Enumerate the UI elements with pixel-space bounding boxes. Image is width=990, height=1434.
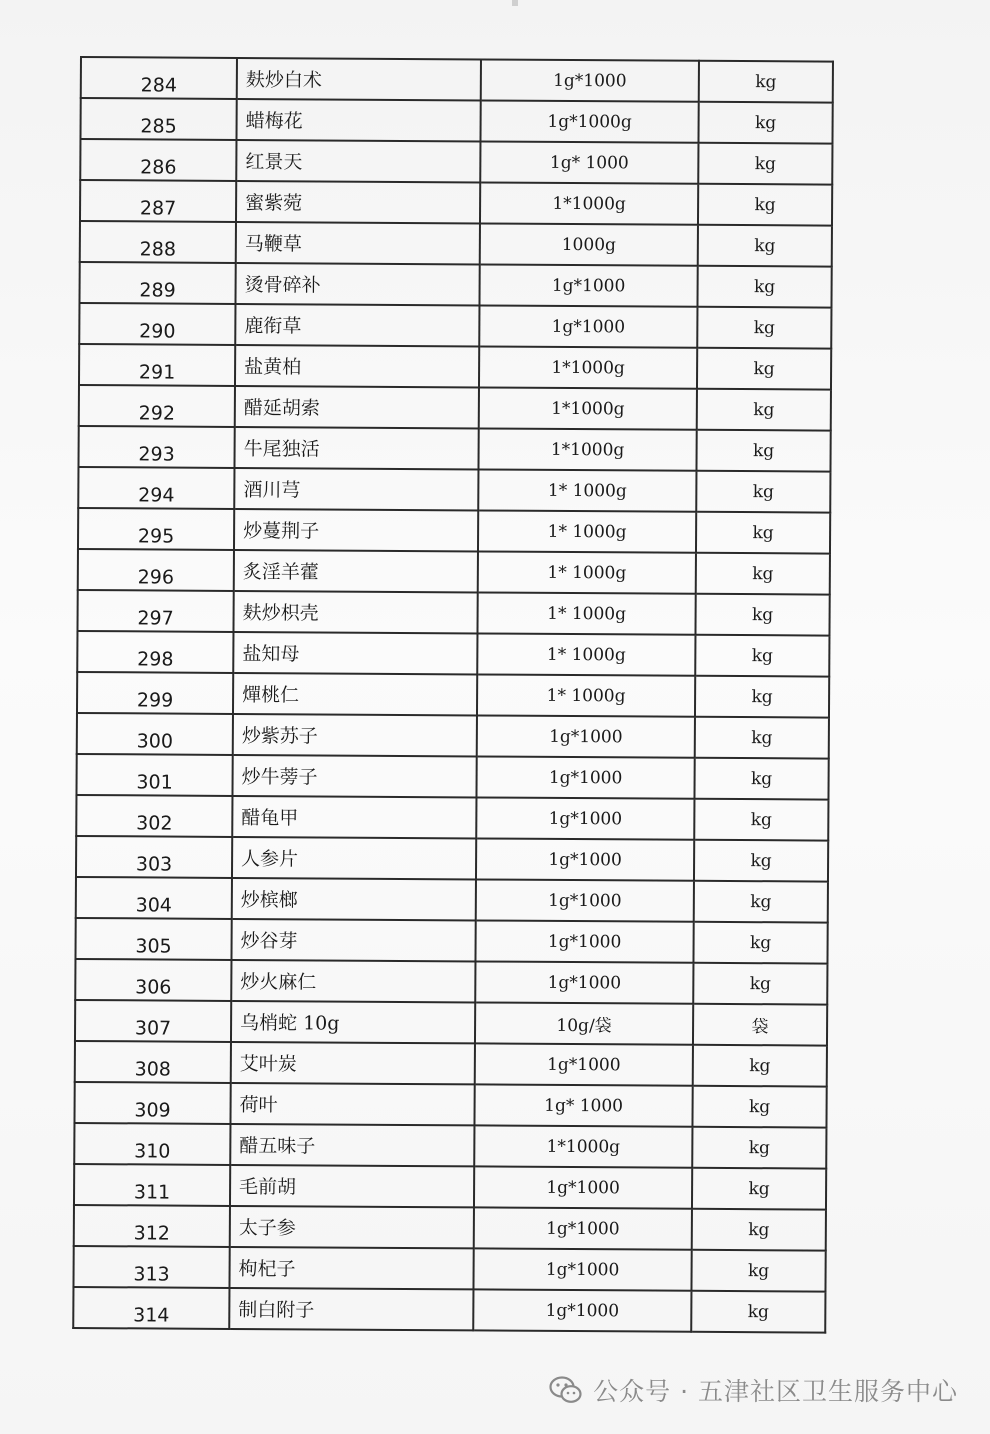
drug-unit: kg [696,430,830,472]
drug-spec: 1g*1000 [481,59,699,101]
table-row [79,344,831,390]
drug-spec: 1g*1000 [479,305,697,347]
drug-unit: kg [698,102,832,144]
table-row [80,180,832,226]
table-row [80,221,832,267]
row-number: 289 [79,262,235,304]
table-row [79,262,831,308]
drug-unit: kg [695,594,829,636]
drug-spec: 1g*1000 [476,879,694,921]
table-row [75,1000,827,1046]
table-row [77,590,829,636]
table-row [80,139,832,185]
drug-name: 枸杞子 [229,1247,473,1289]
table-row [76,877,828,923]
drug-spec: 1* 1000g [477,592,695,634]
drug-name: 炒槟榔 [232,878,476,920]
drug-unit: kg [694,840,828,882]
row-number: 297 [77,590,233,632]
table-row [76,836,828,882]
drug-name: 醋龟甲 [232,796,476,838]
row-number: 313 [73,1246,229,1288]
drug-unit: kg [697,348,831,390]
drug-spec: 1g*1000 [476,797,694,839]
drug-unit: kg [696,471,830,513]
drug-unit: kg [695,717,829,759]
table-row [74,1205,826,1251]
drug-name: 炒火麻仁 [231,960,475,1002]
row-number: 306 [75,959,231,1001]
table-row [76,754,828,800]
scan-artifact [512,0,518,6]
table-row [74,1164,826,1210]
table-row [74,1123,826,1169]
table-row [75,1041,827,1087]
row-number: 292 [79,385,235,427]
table-row [77,713,829,759]
drug-spec: 1*1000g [480,182,698,224]
drug-unit: kg [698,184,832,226]
table-row [73,1246,825,1292]
drug-name: 毛前胡 [230,1165,474,1207]
row-number: 294 [78,467,234,509]
row-number: 311 [74,1164,230,1206]
drug-unit: kg [696,512,830,554]
drug-name: 乌梢蛇 10g [231,1001,475,1043]
row-number: 305 [75,918,231,960]
row-number: 310 [74,1123,230,1165]
drug-unit: kg [691,1250,825,1292]
drug-name: 盐知母 [233,632,477,674]
row-number: 285 [80,98,236,140]
drug-spec: 1* 1000g [477,633,695,675]
row-number: 286 [80,139,236,181]
row-number: 290 [79,303,235,345]
row-number: 312 [74,1205,230,1247]
drug-spec: 1g*1000 [474,1207,692,1249]
drug-name: 炒紫苏子 [233,714,477,756]
table-row [78,508,830,554]
row-number: 314 [73,1287,229,1329]
drug-list-table [72,56,834,1334]
drug-spec: 1g* 1000 [480,141,698,183]
row-number: 291 [79,344,235,386]
row-number: 309 [74,1082,230,1124]
drug-unit: 袋 [693,1004,827,1046]
drug-spec: 10g/袋 [475,1002,693,1044]
drug-unit: kg [692,1209,826,1251]
drug-unit: kg [698,143,832,185]
table-row [78,467,830,513]
table-row [74,1082,826,1128]
drug-spec: 1*1000g [474,1125,692,1167]
table-row [76,795,828,841]
drug-name: 炒牛蒡子 [232,755,476,797]
row-number: 303 [76,836,232,878]
row-number: 293 [78,426,234,468]
drug-spec: 1g*1000 [474,1166,692,1208]
drug-unit: kg [692,1086,826,1128]
drug-spec: 1000g [480,223,698,265]
drug-name: 炙淫羊藿 [234,550,478,592]
drug-unit: kg [697,266,831,308]
row-number: 304 [76,877,232,919]
drug-spec: 1* 1000g [477,674,695,716]
row-number: 299 [77,672,233,714]
drug-name: 荷叶 [230,1083,474,1125]
drug-name: 马鞭草 [236,222,480,264]
drug-unit: kg [697,389,831,431]
drug-unit: kg [694,758,828,800]
row-number: 301 [76,754,232,796]
drug-spec: 1g*1000 [475,1043,693,1085]
drug-spec: 1g*1000 [476,756,694,798]
row-number: 307 [75,1000,231,1042]
drug-unit: kg [699,61,833,103]
drug-unit: kg [695,676,829,718]
drug-name: 蜜紫菀 [236,181,480,223]
table-row [79,303,831,349]
drug-name: 酒川芎 [234,468,478,510]
drug-unit: kg [692,1127,826,1169]
drug-spec: 1* 1000g [478,510,696,552]
drug-name: 盐黄柏 [235,345,479,387]
table-row [73,1287,825,1333]
drug-unit: kg [693,1045,827,1087]
table-row [80,98,832,144]
table-row [77,672,829,718]
drug-unit: kg [698,225,832,267]
drug-unit: kg [694,799,828,841]
table-row [78,426,830,472]
drug-unit: kg [692,1168,826,1210]
row-number: 300 [77,713,233,755]
row-number: 298 [77,631,233,673]
drug-unit: kg [694,881,828,923]
drug-name: 麸炒白术 [237,58,481,100]
drug-name: 太子参 [230,1206,474,1248]
row-number: 288 [80,221,236,263]
drug-spec: 1* 1000g [478,469,696,511]
drug-spec: 1g* 1000 [474,1084,692,1126]
drug-name: 红景天 [236,140,480,182]
drug-list-body [73,57,833,1333]
drug-spec: 1*1000g [478,428,696,470]
drug-spec: 1g*1000 [479,264,697,306]
row-number: 296 [78,549,234,591]
drug-unit: kg [691,1291,825,1333]
drug-name: 烫骨碎补 [235,263,479,305]
drug-unit: kg [697,307,831,349]
drug-name: 炒谷芽 [231,919,475,961]
table-row [77,631,829,677]
drug-name: 鹿衔草 [235,304,479,346]
row-number: 302 [76,795,232,837]
drug-spec: 1* 1000g [478,551,696,593]
watermark-text: 公众号 · 五津社区卫生服务中心 [593,1377,958,1406]
drug-spec: 1g*1000 [473,1248,691,1290]
drug-unit: kg [696,553,830,595]
drug-spec: 1g*1000 [475,961,693,1003]
drug-name: 制白附子 [229,1288,473,1330]
drug-name: 人参片 [232,837,476,879]
table-row [75,918,827,964]
drug-name: 蜡梅花 [236,99,480,141]
table-row [79,385,831,431]
row-number: 284 [81,57,237,99]
drug-spec: 1*1000g [479,346,697,388]
drug-spec: 1g*1000 [476,838,694,880]
row-number: 295 [78,508,234,550]
drug-name: 艾叶炭 [231,1042,475,1084]
drug-spec: 1g*1000g [480,100,698,142]
drug-name: 醋延胡索 [235,386,479,428]
row-number: 287 [80,180,236,222]
drug-spec: 1*1000g [479,387,697,429]
drug-unit: kg [693,922,827,964]
drug-name: 醋五味子 [230,1124,474,1166]
row-number: 308 [75,1041,231,1083]
wechat-icon [549,1375,583,1405]
drug-unit: kg [693,963,827,1005]
table-row [75,959,827,1005]
drug-spec: 1g*1000 [477,715,695,757]
drug-name: 麸炒枳壳 [233,591,477,633]
drug-spec: 1g*1000 [475,920,693,962]
wechat-watermark [549,1372,958,1408]
drug-name: 炒蔓荆子 [234,509,478,551]
drug-name: 燀桃仁 [233,673,477,715]
table-row [78,549,830,595]
drug-spec: 1g*1000 [473,1289,691,1331]
drug-unit: kg [695,635,829,677]
drug-name: 牛尾独活 [234,427,478,469]
table-row [81,57,833,103]
